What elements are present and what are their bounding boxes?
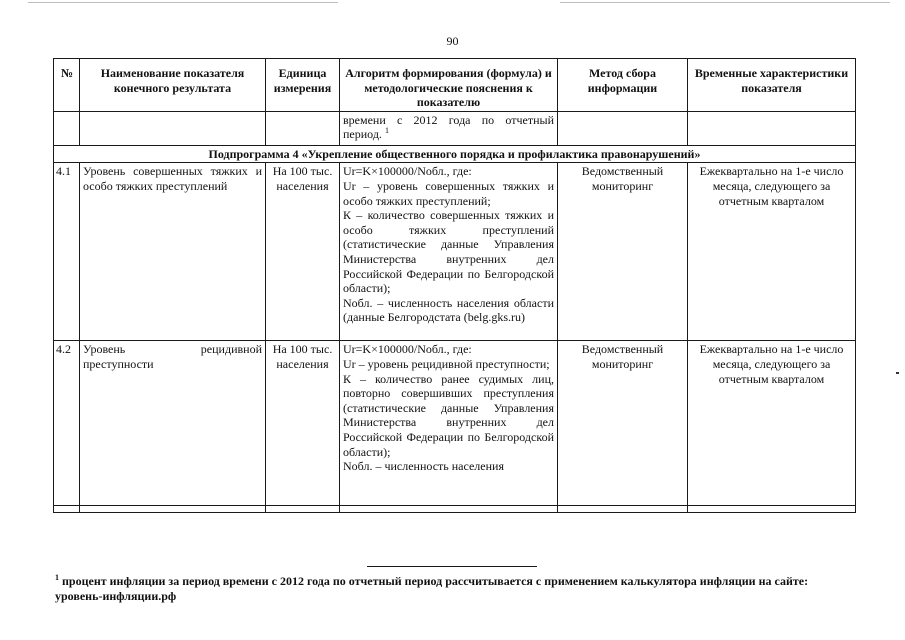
cell-no — [54, 111, 80, 145]
table-row-end — [54, 506, 856, 513]
cell-empty — [80, 506, 266, 513]
cell-name: Уровень совершенных тяжких и особо тяжких преступлений — [80, 163, 266, 341]
cell-method — [558, 111, 688, 145]
subprogram-title: Подпрограмма 4 «Укрепление общественного порядка и профилактика правонарушений» — [54, 145, 856, 163]
header-algorithm: Алгоритм формирования (формула) и методологические пояснения к показателю — [340, 59, 558, 112]
cell-no: 4.2 — [54, 341, 80, 506]
footnote-text: процент инфляции за период времени с 2012 года по отчетный период рассчитывается с применением калькулятора инфляции на сайте: уровень-инфляции.рф — [55, 574, 809, 603]
cell-name — [80, 111, 266, 145]
continuation-text: времени с 2012 года по отчетный период. — [343, 112, 554, 142]
cell-name: Уровень рецидивной преступности — [80, 341, 266, 506]
table-header-row — [54, 59, 856, 112]
header-unit: Единица измерения — [266, 59, 340, 112]
cell-algorithm — [340, 341, 558, 506]
cell-timing: Ежеквартально на 1-е число месяца, следующего за отчетным кварталом — [688, 341, 856, 506]
algorithm-line: Ur=K×100000/Nобл., где: — [343, 164, 472, 179]
algorithm-line: Ur – уровень совершенных тяжких и особо тяжких преступлений; — [343, 178, 554, 208]
footnote-separator — [367, 566, 537, 567]
footnote-marker: 1 — [55, 573, 59, 582]
footnote — [55, 574, 855, 604]
cell-unit — [266, 111, 340, 145]
cell-algorithm — [340, 111, 558, 145]
table-row — [54, 163, 856, 341]
header-name: Наименование показателя конечного результата — [80, 59, 266, 112]
cell-method: Ведомственный мониторинг — [558, 163, 688, 341]
cell-empty — [54, 506, 80, 513]
cell-timing — [688, 111, 856, 145]
algorithm-line: Nобл. – численность населения области (данные Белгородстата (belg.gks.ru) — [343, 295, 554, 325]
algorithm-line: Ur – уровень рецидивной преступности; — [343, 356, 550, 371]
header-no: № — [54, 59, 80, 112]
algorithm-line: К – количество совершенных тяжких и особо тяжких преступлений (статистические данные Управления Министерства внутренних дел Российской Федерации по Белгородской области); — [343, 208, 554, 296]
cell-empty — [266, 506, 340, 513]
cell-timing: Ежеквартально на 1-е число месяца, следующего за отчетным кварталом — [688, 163, 856, 341]
scan-edge-line — [560, 2, 890, 3]
cell-no: 4.1 — [54, 163, 80, 341]
cell-empty — [340, 506, 558, 513]
header-timing: Временные характеристики показателя — [688, 59, 856, 112]
cell-unit: На 100 тыс. населения — [266, 163, 340, 341]
cell-unit: На 100 тыс. населения — [266, 341, 340, 506]
cell-empty — [558, 506, 688, 513]
algorithm-line: Ur=K×100000/Nобл., где: — [343, 342, 472, 357]
scan-edge-line — [28, 2, 338, 3]
table-row-continuation — [54, 111, 856, 145]
scan-speck — [896, 372, 899, 374]
algorithm-line: К – количество ранее судимых лиц, повторно совершивших преступления (статистические данные Управления Министерства внутренних дел Российской Федерации по Белгородской области); — [343, 371, 554, 459]
page-number: 90 — [446, 34, 459, 48]
header-method: Метод сбора информации — [558, 59, 688, 112]
table-row — [54, 341, 856, 506]
cell-empty — [688, 506, 856, 513]
cell-method: Ведомственный мониторинг — [558, 341, 688, 506]
subprogram-row — [54, 145, 856, 163]
footnote-reference: 1 — [384, 126, 389, 136]
cell-algorithm — [340, 163, 558, 341]
indicators-table — [53, 58, 856, 513]
algorithm-line: Nобл. – численность населения — [343, 459, 504, 474]
